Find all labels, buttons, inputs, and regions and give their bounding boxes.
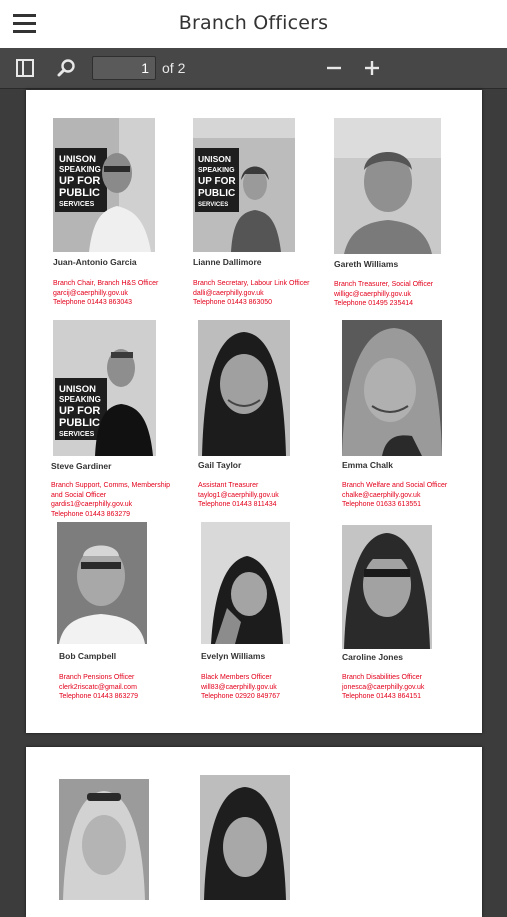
officer-details xyxy=(193,279,309,308)
officer-phone: Telephone 01443 811434 xyxy=(198,501,277,509)
officer-details xyxy=(198,481,279,510)
officer-role: Branch Disabilities Officer xyxy=(342,674,423,681)
officer-name: Lianne Dallimore xyxy=(193,257,262,267)
page-number-input[interactable]: 1 xyxy=(92,56,156,80)
officer-phone: Telephone 01443 863279 xyxy=(59,693,139,701)
officer-email: willigc@caerphilly.gov.uk xyxy=(334,290,411,298)
officer-phone: Telephone 01443 863050 xyxy=(193,299,273,307)
officer-name: Emma Chalk xyxy=(342,460,394,470)
officer-email: chalke@caerphilly.gov.uk xyxy=(342,491,421,499)
officer-phone: Telephone 01495 235414 xyxy=(334,300,414,308)
officer-photo xyxy=(342,320,442,456)
officer-role: Branch Support, Comms, Membership xyxy=(51,482,171,489)
sign-text: SPEAKING xyxy=(198,167,235,174)
sign-text: UP FOR xyxy=(198,176,236,187)
officer-photo xyxy=(53,320,156,456)
officer-role: Branch Welfare and Social Officer xyxy=(342,482,448,489)
officer-photo xyxy=(342,525,432,649)
officer-phone: Telephone 01443 864151 xyxy=(342,693,422,701)
pdf-toolbar xyxy=(0,48,507,89)
officer-email: clerk2riscatc@gmail.com xyxy=(59,683,137,691)
sign-text: UP FOR xyxy=(59,175,101,187)
page-count: of 2 xyxy=(162,60,186,76)
officer-details xyxy=(59,673,138,702)
officer-role: Branch Chair, Branch H&S Officer xyxy=(53,280,159,287)
officer-photo xyxy=(57,522,147,644)
officer-email: taylog1@caerphilly.gov.uk xyxy=(198,491,279,499)
sign-text: PUBLIC xyxy=(198,188,236,199)
officer-name: Bob Campbell xyxy=(59,651,117,661)
officer-role: Black Members Officer xyxy=(201,674,272,681)
officer-phone: Telephone 01443 863279 xyxy=(51,510,131,518)
app-bar xyxy=(0,0,507,49)
sign-text: PUBLIC xyxy=(59,417,100,429)
officer-name: Steve Gardiner xyxy=(51,461,112,471)
sidebar-toggle-icon[interactable] xyxy=(14,57,36,79)
sign-text: UP FOR xyxy=(59,405,101,417)
officer-name: Caroline Jones xyxy=(342,652,403,662)
sign-text: SERVICES xyxy=(59,431,95,438)
officer-role: Branch Secretary, Labour Link Officer xyxy=(193,280,310,287)
officer-role-cont: and Social Officer xyxy=(51,491,107,499)
officer-details xyxy=(53,279,158,308)
officer-name: Juan-Antonio Garcia xyxy=(53,257,137,267)
sign-text: SPEAKING xyxy=(59,165,101,174)
officer-name: Evelyn Williams xyxy=(201,651,266,661)
pdf-page-2 xyxy=(26,747,482,917)
sign-text: UNISON xyxy=(198,154,232,164)
officer-photo xyxy=(198,320,290,456)
officer-photo xyxy=(53,118,155,252)
officer-photo xyxy=(59,779,149,900)
officer-details xyxy=(334,280,433,309)
officer-photo xyxy=(201,522,290,644)
officer-email: will83@caerphilly.gov.uk xyxy=(201,683,277,691)
zoom-out-icon[interactable] xyxy=(323,57,345,79)
officer-photo xyxy=(193,118,295,252)
officer-phone: Telephone 01633 613551 xyxy=(342,501,422,509)
officer-role: Branch Treasurer, Social Officer xyxy=(334,281,434,288)
officer-name: Gail Taylor xyxy=(198,460,242,470)
officer-role: Assistant Treasurer xyxy=(198,482,259,489)
pdf-page-1 xyxy=(26,90,482,733)
officer-details xyxy=(342,481,447,510)
sign-text: SERVICES xyxy=(198,202,229,208)
officer-email: gardis1@caerphilly.gov.uk xyxy=(51,501,133,509)
officer-details xyxy=(201,673,280,702)
page-title: Branch Officers xyxy=(178,12,329,34)
zoom-in-icon[interactable] xyxy=(361,57,383,79)
officer-details xyxy=(342,673,424,702)
sign-text: SPEAKING xyxy=(59,395,101,404)
officer-name: Gareth Williams xyxy=(334,259,399,269)
officer-photo xyxy=(200,775,290,900)
officer-phone: Telephone 02920 849767 xyxy=(201,693,281,701)
officer-phone: Telephone 01443 863043 xyxy=(53,299,133,307)
sign-text: SERVICES xyxy=(59,201,95,208)
sign-text: UNISON xyxy=(59,384,96,395)
search-icon[interactable] xyxy=(56,57,78,79)
officer-email: dalli@caerphilly.gov.uk xyxy=(193,289,264,297)
officer-email: jonesca@caerphilly.gov.uk xyxy=(342,683,425,691)
sign-text: PUBLIC xyxy=(59,187,100,199)
officer-details xyxy=(51,481,170,519)
sign-text: UNISON xyxy=(59,154,96,165)
officer-role: Branch Pensions Officer xyxy=(59,674,135,681)
officer-photo xyxy=(334,118,441,254)
officer-email: garcij@caerphilly.gov.uk xyxy=(53,289,128,297)
